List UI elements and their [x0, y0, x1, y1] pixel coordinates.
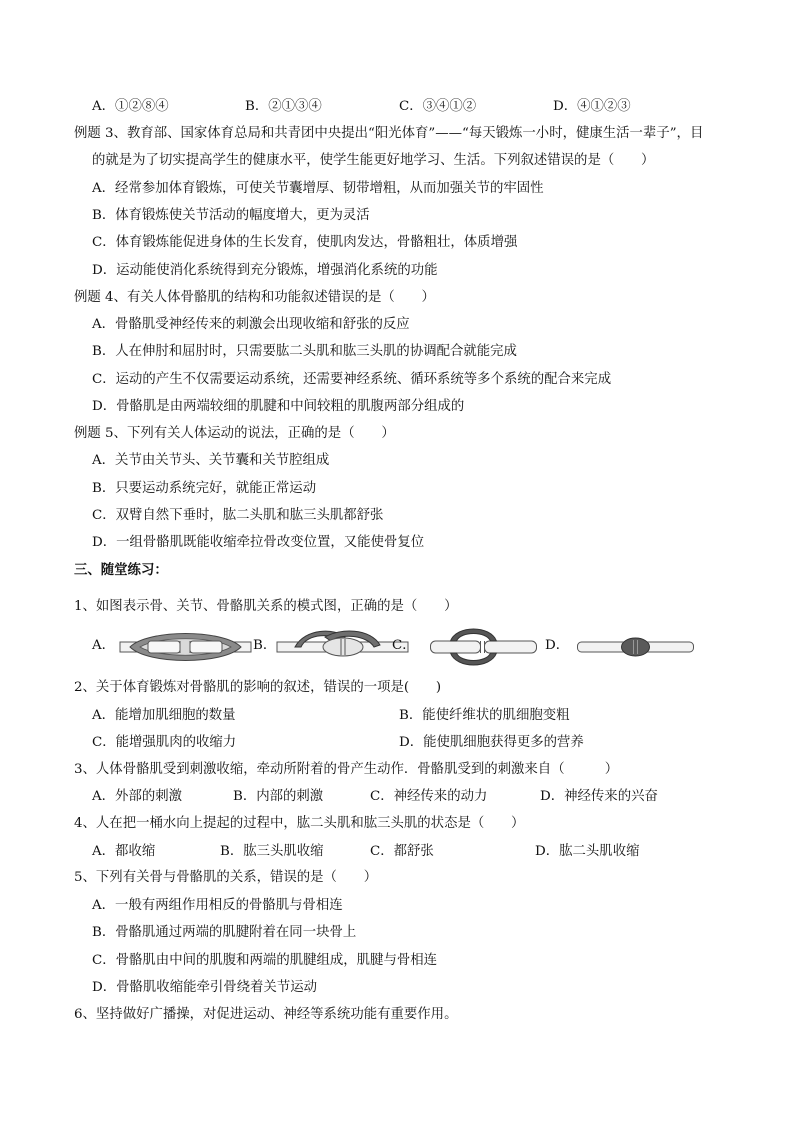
- example-4-stem: 例题 4、有关人体骨骼肌的结构和功能叙述错误的是（ ）: [74, 290, 435, 305]
- example-3-option-c: C．体育锻炼能促进身体的生长发育，使肌肉发达，骨骼粗壮，体质增强: [92, 235, 518, 250]
- diagram-d-label: D．: [545, 638, 570, 653]
- example-3-option-a: A．经常参加体育锻炼，可使关节囊增厚、韧带增粗，从而加强关节的牢固性: [92, 181, 544, 196]
- practice-3-option-b: B．内部的刺激: [233, 789, 324, 804]
- practice-5-option-d: D．骨骼肌收缩能牵引骨绕着关节运动: [92, 980, 317, 995]
- diagram-b-label: B．: [253, 638, 277, 653]
- diagram-c-label: C．: [392, 638, 416, 653]
- practice-6-stem: 6、坚持做好广播操，对促进运动、神经等系统功能有重要作用。: [74, 1007, 458, 1022]
- diagram-c: [416, 627, 551, 667]
- practice-2-option-c: C．能增强肌肉的收缩力: [92, 735, 237, 750]
- example-4-option-a: A．骨骼肌受神经传来的刺激会出现收缩和舒张的反应: [92, 317, 410, 332]
- practice-5-option-c: C．骨骼肌由中间的肌腹和两端的肌腱组成，肌腱与骨相连: [92, 953, 438, 968]
- prev-option-d: D．④①②③: [553, 99, 631, 114]
- practice-5-option-a: A．一般有两组作用相反的骨骼肌与骨相连: [92, 898, 343, 913]
- practice-2-stem: 2、关于体育锻炼对骨骼肌的影响的叙述，错误的一项是( ): [74, 680, 442, 695]
- example-4-option-b: B．人在伸肘和屈肘时，只需要肱二头肌和肱三头肌的协调配合就能完成: [92, 344, 517, 359]
- practice-2-option-a: A．能增加肌细胞的数量: [92, 708, 236, 723]
- example-5-option-c: C．双臂自然下垂时，肱二头肌和肱三头肌都舒张: [92, 508, 384, 523]
- diagram-d: [568, 627, 703, 667]
- example-5-option-b: B．只要运动系统完好，就能正常运动: [92, 481, 317, 496]
- prev-option-c: C．③④①②: [399, 99, 477, 114]
- example-5-option-d: D．一组骨骼肌既能收缩牵拉骨改变位置，又能使骨复位: [92, 535, 425, 550]
- example-3-option-d: D．运动能使消化系统得到充分锻炼，增强消化系统的功能: [92, 263, 438, 278]
- practice-4-option-c: C．都舒张: [370, 844, 434, 859]
- example-5-stem: 例题 5、下列有关人体运动的说法，正确的是（ ）: [74, 426, 395, 441]
- section-heading: 三、随堂练习：: [74, 562, 168, 578]
- practice-5-option-b: B．骨骼肌通过两端的肌腱附着在同一块骨上: [92, 925, 357, 940]
- example-3-option-b: B．体育锻炼使关节活动的幅度增大，更为灵活: [92, 208, 370, 223]
- practice-3-stem: 3、人体骨骼肌受到刺激收缩，牵动所附着的骨产生动作．骨骼肌受到的刺激来自（ ）: [74, 762, 619, 777]
- prev-option-b: B．②①③④: [245, 99, 322, 114]
- prev-option-a: A．①②⑧④: [92, 99, 169, 114]
- practice-4-stem: 4、人在把一桶水向上提起的过程中，肱二头肌和肱三头肌的状态是（ ）: [74, 816, 525, 831]
- practice-2-option-b: B．能使纤维状的肌细胞变粗: [399, 708, 570, 723]
- diagram-a: [118, 627, 253, 667]
- practice-2-option-d: D．能使肌细胞获得更多的营养: [399, 735, 584, 750]
- practice-4-option-b: B．肱三头肌收缩: [220, 844, 324, 859]
- example-3-stem-line2: 的就是为了切实提高学生的健康水平，使学生能更好地学习、生活。下列叙述错误的是（ ）: [92, 153, 655, 168]
- practice-1-stem: 1、如图表示骨、关节、骨骼肌关系的模式图，正确的是（ ）: [74, 599, 458, 614]
- practice-3-option-c: C．神经传来的动力: [370, 789, 488, 804]
- diagram-a-label: A．: [92, 638, 116, 653]
- example-3-stem-line1: 例题 3、教育部、国家体育总局和共青团中央提出“阳光体育”——“每天锻炼一小时，健康生活一辈子”，目: [74, 126, 704, 141]
- practice-5-stem: 5、下列有关骨与骨骼肌的关系，错误的是（ ）: [74, 870, 378, 885]
- example-4-option-d: D．骨骼肌是由两端较细的肌腱和中间较粗的肌腹两部分组成的: [92, 399, 465, 414]
- diagram-b: [275, 627, 410, 667]
- example-4-option-c: C．运动的产生不仅需要运动系统，还需要神经系统、循环系统等多个系统的配合来完成: [92, 372, 612, 387]
- practice-4-option-a: A．都收缩: [92, 844, 156, 859]
- practice-4-option-d: D．肱二头肌收缩: [535, 844, 640, 859]
- example-5-option-a: A．关节由关节头、关节囊和关节腔组成: [92, 453, 330, 468]
- practice-3-option-a: A．外部的刺激: [92, 789, 183, 804]
- practice-3-option-d: D．神经传来的兴奋: [540, 789, 658, 804]
